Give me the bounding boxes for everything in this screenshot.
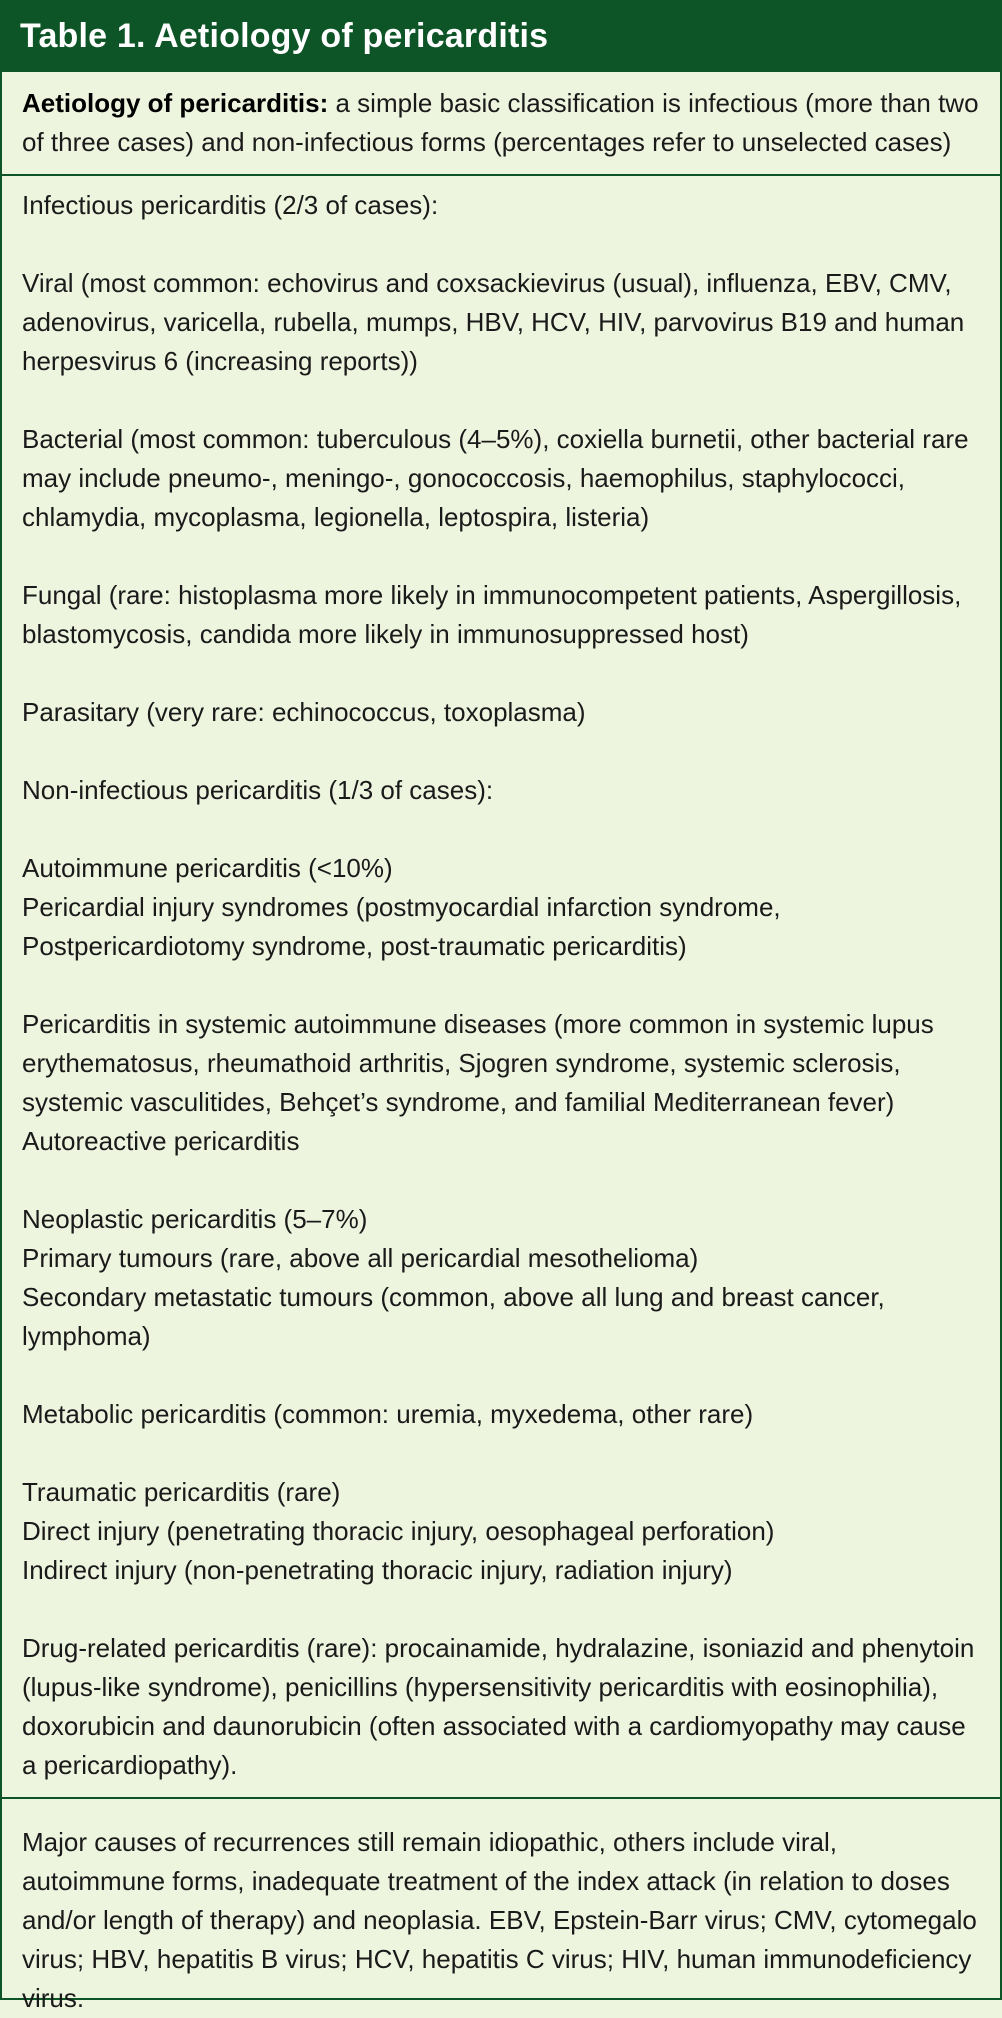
systemic-line-1: Pericarditis in systemic autoimmune diseases (more common in systemic lupus erythematosus, rheumathoid arthritis, Sjogren syndrome, systemic sclerosis, systemic vasculitides, Behçet’s syndrome, and familial Mediterranean fever) <box>22 1009 934 1117</box>
footnote-text: Major causes of recurrences still remain idiopathic, others include viral, autoimmune forms, inadequate treatment of the index attack (in relation to doses and/or length of therapy) and neoplasia. EBV, Epstein-Barr virus; CMV, cytomegalo virus; HBV, hepatitis B virus; HCV, hepatitis C virus; HIV, human immunodeficiency virus. <box>22 1827 977 2013</box>
footnote-section <box>2 1799 1000 2018</box>
viral-paragraph: Viral (most common: echovirus and coxsackievirus (usual), influenza, EBV, CMV, adenovirus, varicella, rubella, mumps, HBV, HCV, HIV, parvovirus B19 and human herpesvirus 6 (increasing reports)) <box>22 268 965 376</box>
table-title: Table 1. Aetiology of pericarditis <box>2 0 1000 72</box>
autoimmune-line-1: Autoimmune pericarditis (<10%) <box>22 853 393 883</box>
traumatic-line-1: Traumatic pericarditis (rare) <box>22 1477 341 1507</box>
metabolic-paragraph: Metabolic pericarditis (common: uremia, myxedema, other rare) <box>22 1399 754 1429</box>
autoimmune-line-2: Pericardial injury syndromes (postmyocardial infarction syndrome, Postpericardiotomy syndrome, post-traumatic pericarditis) <box>22 892 781 961</box>
neoplastic-line-1: Neoplastic pericarditis (5–7%) <box>22 1204 368 1234</box>
infectious-heading-suffix: (2/3 of cases): <box>266 190 439 220</box>
drug-related-paragraph: Drug-related pericarditis (rare): procainamide, hydralazine, isoniazid and phenytoin (lupus-like syndrome), penicillins (hypersensitivity pericarditis with eosinophilia), doxorubicin and daunorubicin (often associated with a cardiomyopathy may cause a pericardiopathy). <box>22 1633 975 1780</box>
traumatic-line-2: Direct injury (penetrating thoracic injury, oesophageal perforation) <box>22 1516 775 1546</box>
neoplastic-line-3: Secondary metastatic tumours (common, above all lung and breast cancer, lymphoma) <box>22 1282 885 1351</box>
traumatic-line-3: Indirect injury (non-penetrating thoracic injury, radiation injury) <box>22 1555 733 1585</box>
classification-section <box>2 176 1000 1799</box>
intro-section <box>2 72 1000 176</box>
systemic-line-2: Autoreactive pericarditis <box>22 1126 300 1156</box>
neoplastic-paragraph <box>22 1200 980 1356</box>
infectious-heading-paragraph <box>22 186 980 225</box>
non-infectious-heading-paragraph <box>22 771 980 810</box>
intro-lead: Aetiology of pericarditis: <box>22 88 329 118</box>
infectious-heading: Infectious pericarditis <box>22 190 267 220</box>
traumatic-paragraph <box>22 1473 980 1590</box>
non-infectious-heading-suffix: (1/3 of cases): <box>321 775 494 805</box>
autoimmune-paragraph <box>22 849 980 966</box>
bacterial-paragraph: Bacterial (most common: tuberculous (4–5%), coxiella burnetii, other bacterial rare may include pneumo-, meningo-, gonococcosis, haemophilus, staphylococci, chlamydia, mycoplasma, legionella, leptospira, listeria) <box>22 424 969 532</box>
intro-text: a simple basic classification is infectious (more than two of three cases) and non-infectious forms (percentages refer to unselected cases) <box>22 88 979 157</box>
fungal-paragraph: Fungal (rare: histoplasma more likely in immunocompetent patients, Aspergillosis, blastomycosis, candida more likely in immunosuppressed host) <box>22 580 962 649</box>
parasitary-paragraph: Parasitary (very rare: echinococcus, toxoplasma) <box>22 697 586 727</box>
systemic-paragraph <box>22 1005 980 1161</box>
neoplastic-line-2: Primary tumours (rare, above all pericardial mesothelioma) <box>22 1243 699 1273</box>
non-infectious-heading: Non-infectious pericarditis <box>22 775 322 805</box>
